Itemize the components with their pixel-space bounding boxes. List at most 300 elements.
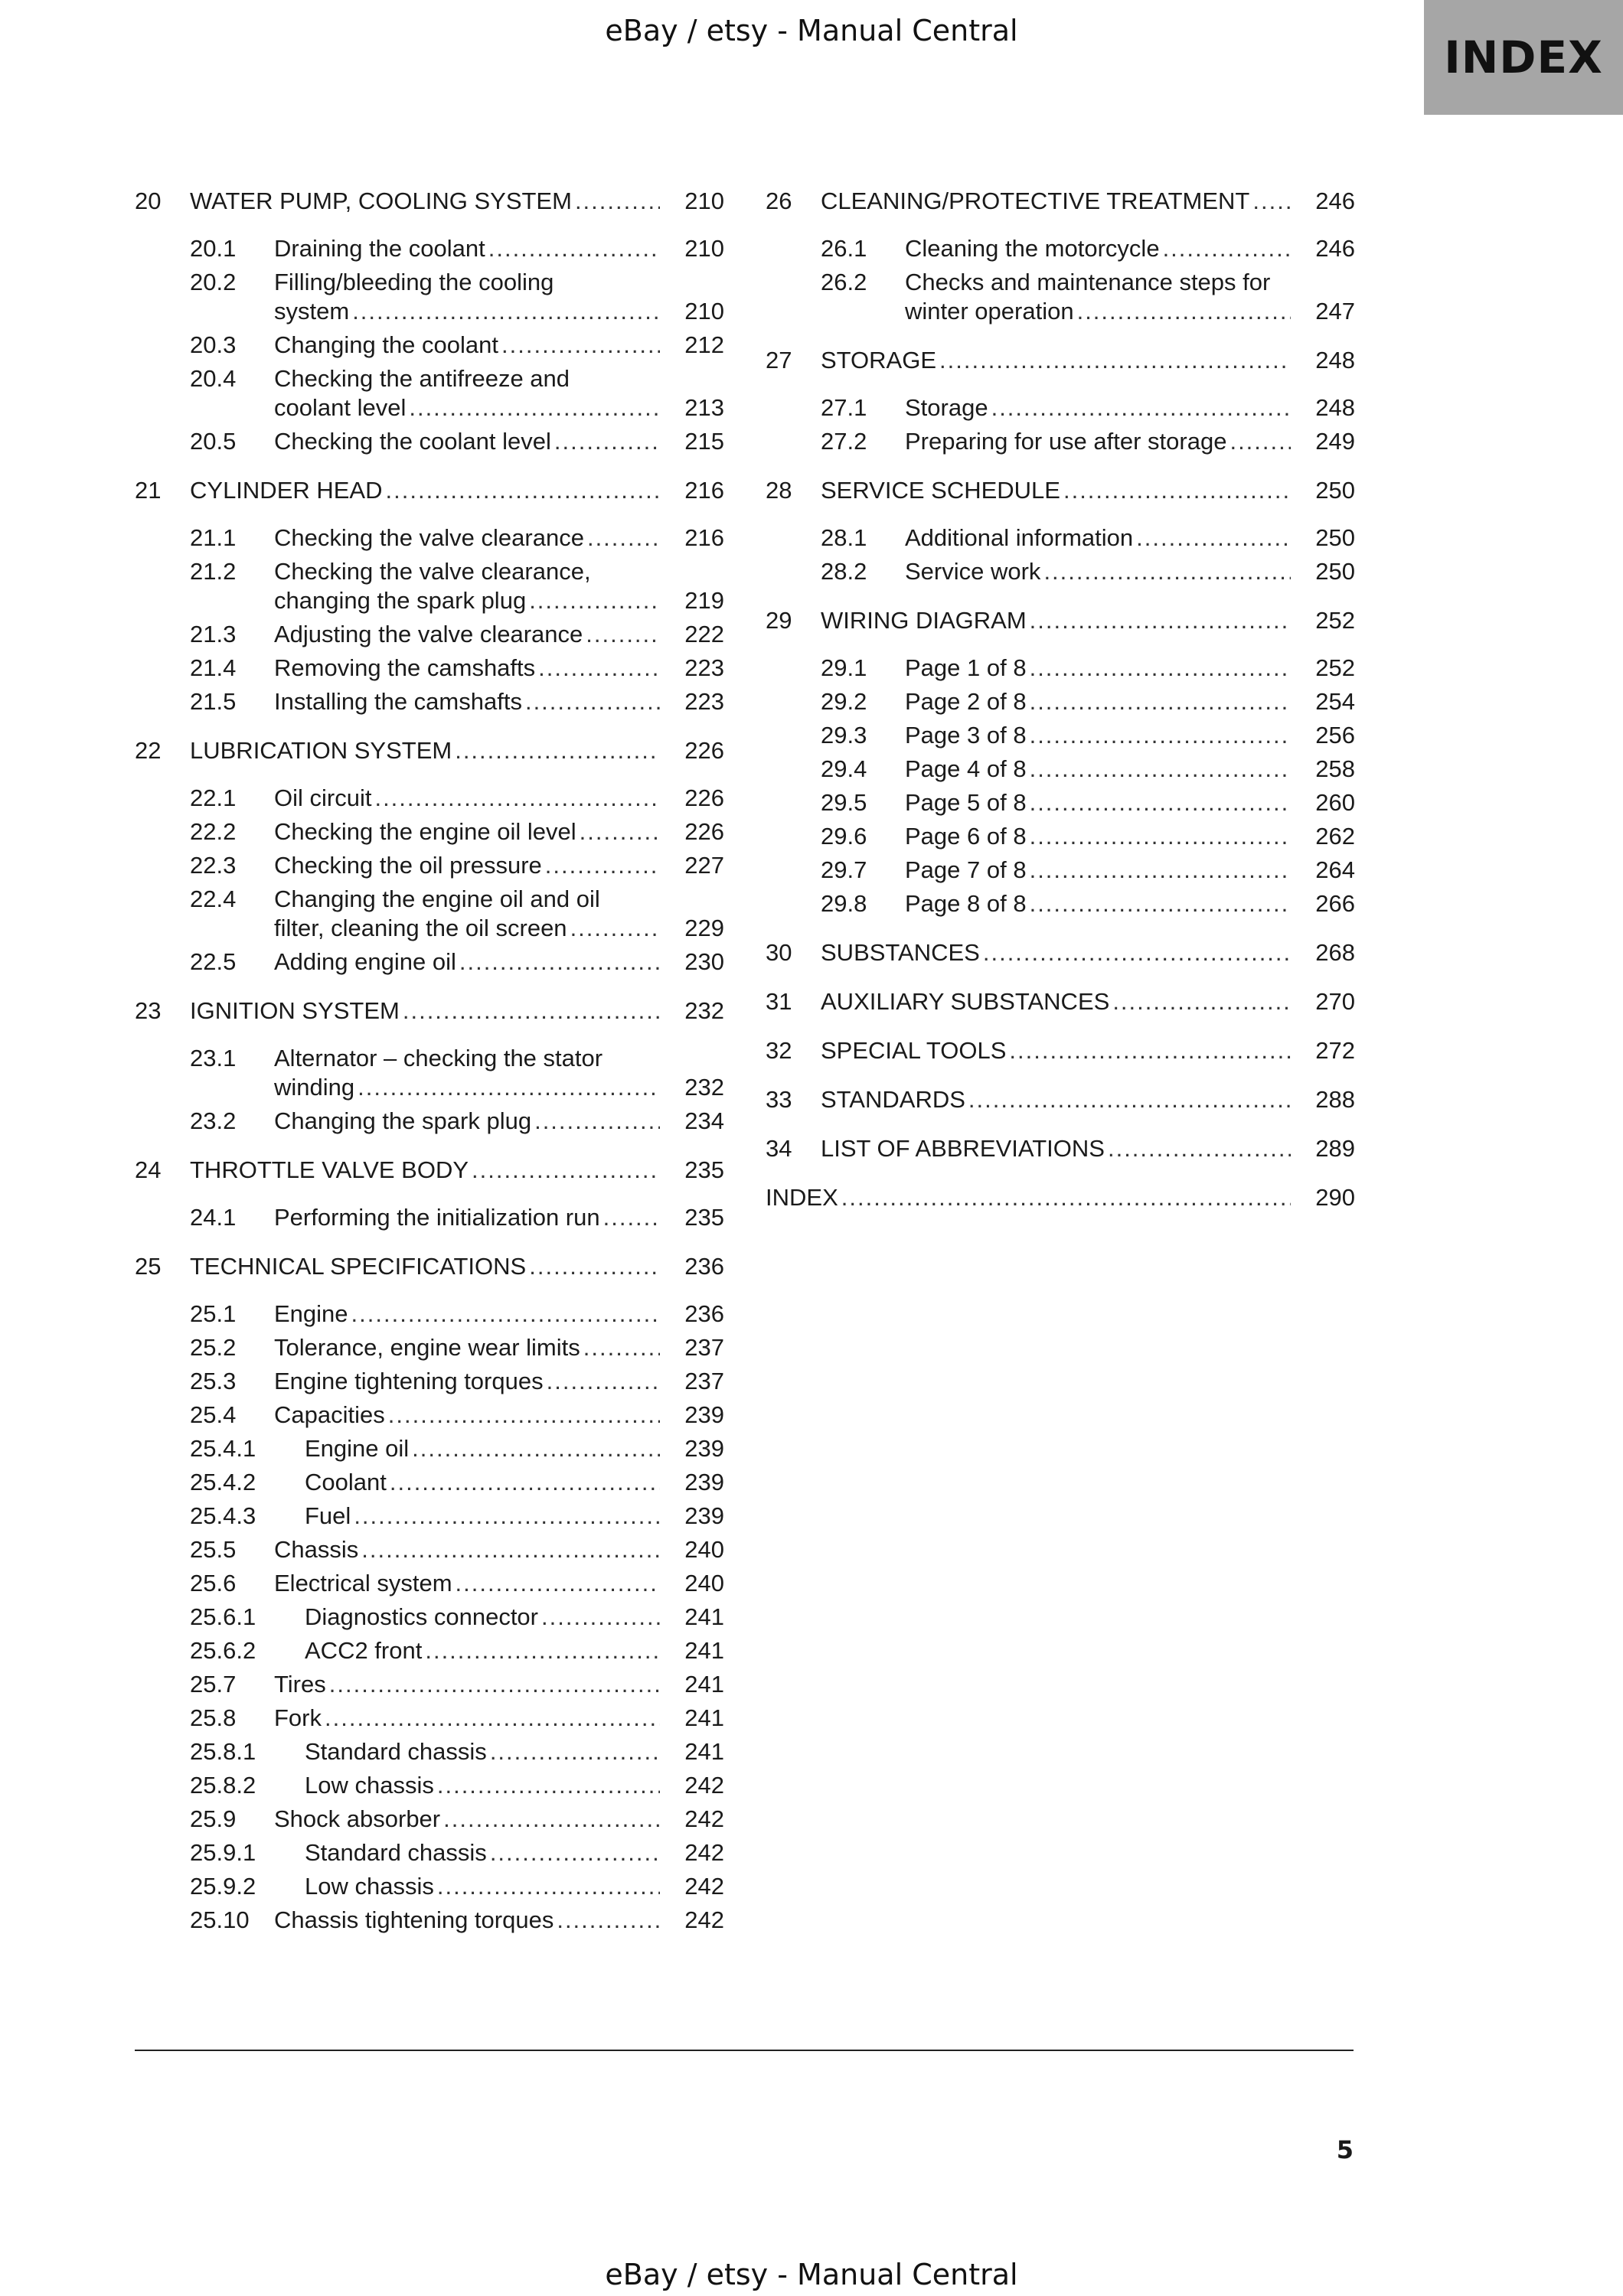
toc-entry-title: winding [274,1074,355,1101]
toc-entry[interactable] [135,654,724,683]
toc-entry[interactable] [766,788,1355,817]
dot-leader [456,1569,660,1598]
dot-leader [525,687,660,716]
toc-entry-page: 242 [684,1772,724,1799]
dot-leader [583,1333,660,1362]
dot-leader [1108,1134,1291,1163]
toc-entry-title: Chassis tightening torques [274,1906,554,1933]
toc-entry-page: 248 [1315,347,1355,373]
toc-entry-number: 27.2 [821,428,867,455]
toc-entry[interactable] [766,346,1355,375]
toc-entry-title: Fork [274,1704,322,1731]
toc-entry-page: 216 [684,477,724,504]
dot-leader [351,1300,660,1329]
toc-entry-number: 28.2 [821,558,867,585]
toc-entry-number: 25.10 [190,1906,250,1933]
toc-entry-title: Page 4 of 8 [905,755,1027,782]
toc-entry[interactable] [766,938,1355,967]
dot-leader [545,851,660,880]
toc-entry-title: Service work [905,558,1041,585]
toc-entry-title: Low chassis [305,1873,434,1900]
toc-entry[interactable] [135,1203,724,1232]
toc-entry-number: 25.5 [190,1536,237,1563]
toc-entry-number: 24 [135,1156,162,1183]
toc-entry[interactable] [135,1468,724,1497]
toc-entry-title: Changing the spark plug [274,1107,532,1134]
toc-entry-page: 242 [684,1805,724,1832]
toc-entry[interactable] [135,1401,724,1430]
toc-entry[interactable] [135,1636,724,1665]
dot-leader [1030,788,1291,817]
toc-entry[interactable] [135,1434,724,1463]
toc-entry-title: Adding engine oil [274,948,456,975]
dot-leader [1030,687,1291,716]
dot-leader [388,1401,660,1430]
toc-entry[interactable] [135,736,724,765]
toc-entry-title: Storage [905,394,988,421]
toc-entry-number: 30 [766,939,792,966]
toc-entry-number: 28.1 [821,524,867,551]
toc-entry-title: Draining the coolant [274,235,485,262]
dot-leader [529,1252,660,1281]
dot-leader [403,996,660,1026]
toc-entry[interactable] [766,606,1355,635]
dot-leader [409,393,660,422]
toc-entry[interactable] [135,1044,724,1102]
toc-entry-title: Performing the initialization run [274,1204,600,1231]
toc-entry-number: 25.8.1 [190,1738,256,1765]
toc-entry-page: 256 [1315,722,1355,748]
toc-entry[interactable] [766,393,1355,422]
dot-leader [534,1107,660,1136]
dot-leader [939,346,1291,375]
toc-entry-page: 242 [684,1839,724,1866]
toc-entry-page: 258 [1315,755,1355,782]
toc-entry[interactable] [766,476,1355,505]
toc-entry-title: Adjusting the valve clearance [274,621,583,647]
toc-entry-page: 226 [684,737,724,764]
toc-entry-page: 268 [1315,939,1355,966]
toc-entry[interactable] [135,817,724,846]
toc-entry-number: 21.5 [190,688,237,715]
dot-leader [541,1603,660,1632]
toc-entry-title: Checking the antifreeze and [274,365,570,392]
dot-leader [325,1704,660,1733]
dot-leader [354,1502,660,1531]
toc-entry-title: Page 3 of 8 [905,722,1027,748]
toc-entry-title: Chassis [274,1536,359,1563]
toc-entry-number: 31 [766,988,792,1015]
toc-entry-page: 264 [1315,856,1355,883]
dot-leader [490,1737,660,1766]
toc-entry-title: Additional information [905,524,1134,551]
toc-entry[interactable] [766,721,1355,750]
toc-entry-page: 241 [684,1738,724,1765]
toc-entry-title: Standard chassis [305,1738,487,1765]
toc-entry[interactable] [135,784,724,813]
dot-leader [1030,822,1291,851]
toc-entry-page: 239 [684,1502,724,1529]
toc-entry[interactable] [766,523,1355,553]
toc-entry-title: CLEANING/PROTECTIVE TREATMENT [821,188,1250,214]
toc-entry-page: 241 [684,1637,724,1664]
toc-entry-number: 29.6 [821,823,867,850]
toc-entry-page: 237 [684,1334,724,1361]
toc-entry[interactable] [135,1535,724,1564]
toc-entry[interactable] [135,1367,724,1396]
toc-entry[interactable] [135,996,724,1026]
toc-entry[interactable] [766,1134,1355,1163]
toc-entry[interactable] [135,1771,724,1800]
toc-entry-number: 20.3 [190,331,237,358]
toc-entry-number: 22.1 [190,784,237,811]
toc-entry-page: 212 [684,331,724,358]
toc-entry-title: Preparing for use after storage [905,428,1227,455]
toc-entry-number: 29.4 [821,755,867,782]
toc-entry-page: 213 [684,394,724,421]
toc-entry[interactable] [135,476,724,505]
toc-entry-number: 27 [766,347,792,373]
toc-entry-page: 240 [684,1536,724,1563]
toc-entry-number: 23 [135,997,162,1024]
toc-entry-number: 26.2 [821,269,867,295]
toc-entry-page: 252 [1315,654,1355,681]
toc-entry-number: 23.1 [190,1045,237,1071]
toc-entry-page: 246 [1315,235,1355,262]
toc-entry[interactable] [766,268,1355,326]
toc-entry-page: 210 [684,298,724,325]
toc-entry-page: 242 [684,1873,724,1900]
toc-entry-number: 25.9.2 [190,1873,256,1900]
toc-entry-title: CYLINDER HEAD [190,477,383,504]
toc-entry[interactable] [135,1670,724,1699]
toc-entry-title: Checking the coolant level [274,428,551,455]
footer-divider [135,2050,1354,2051]
toc-entry-title: Checking the engine oil level [274,818,576,845]
toc-entry-number: 21 [135,477,162,504]
toc-entry-title: LUBRICATION SYSTEM [190,737,452,764]
dot-leader [1009,1036,1291,1065]
toc-entry[interactable] [135,1252,724,1281]
toc-entry-title: Page 1 of 8 [905,654,1027,681]
toc-entry-title: Coolant [305,1469,387,1495]
toc-entry[interactable] [135,523,724,553]
toc-entry[interactable] [766,1183,1355,1212]
toc-entry[interactable] [766,755,1355,784]
toc-entry[interactable] [135,268,724,326]
toc-entry-number: 25.2 [190,1334,237,1361]
dot-leader [538,654,660,683]
toc-column-right [766,187,1355,1212]
toc-entry[interactable] [135,187,724,216]
toc-entry-title: AUXILIARY SUBSTANCES [821,988,1110,1015]
dot-leader [1112,987,1291,1016]
dot-leader [459,947,660,977]
toc-entry-number: 29.7 [821,856,867,883]
toc-entry-page: 210 [684,235,724,262]
dot-leader [455,736,660,765]
toc-entry-page: 226 [684,818,724,845]
toc-entry[interactable] [766,856,1355,885]
toc-entry-page: 219 [684,587,724,614]
toc-entry[interactable] [766,889,1355,918]
dot-leader [488,234,660,263]
toc-entry-number: 21.3 [190,621,237,647]
toc-entry[interactable] [135,1156,724,1185]
toc-entry[interactable] [135,1872,724,1901]
toc-entry[interactable] [766,987,1355,1016]
toc-entry-title: Checking the valve clearance [274,524,584,551]
toc-entry[interactable] [135,1569,724,1598]
toc-entry-page: 226 [684,784,724,811]
toc-entry[interactable] [135,947,724,977]
toc-entry[interactable] [766,234,1355,263]
toc-entry-page: 232 [684,1074,724,1101]
toc-entry-title: Tolerance, engine wear limits [274,1334,580,1361]
dot-leader [352,297,660,326]
toc-entry-number: 29 [766,607,792,634]
dot-leader [1030,654,1291,683]
toc-entry-page: 222 [684,621,724,647]
toc-entry[interactable] [135,1502,724,1531]
toc-entry-number: 29.5 [821,789,867,816]
toc-entry-title: INDEX [766,1184,838,1211]
toc-entry[interactable] [135,885,724,943]
dot-leader [425,1636,660,1665]
toc-entry-number: 29.2 [821,688,867,715]
toc-entry-page: 234 [684,1107,724,1134]
dot-leader [1030,889,1291,918]
toc-entry-page: 241 [684,1603,724,1630]
dot-leader [437,1771,660,1800]
toc-entry-number: 32 [766,1037,792,1064]
toc-entry-number: 25.8 [190,1704,237,1731]
page-number: 5 [1336,2135,1354,2164]
dot-leader [1030,721,1291,750]
dot-leader [501,331,660,360]
toc-entry-title: Fuel [305,1502,351,1529]
toc-entry-number: 25.6 [190,1570,237,1596]
dot-leader [1136,523,1291,553]
toc-entry-page: 216 [684,524,724,551]
toc-entry-number: 25.9.1 [190,1839,256,1866]
toc-entry-title: Oil circuit [274,784,372,811]
toc-entry-page: 235 [684,1156,724,1183]
dot-leader [437,1872,660,1901]
dot-leader [1063,476,1291,505]
dot-leader [1030,856,1291,885]
toc-entry-title: Changing the engine oil and oil [274,885,600,912]
toc-entry-page: 235 [684,1204,724,1231]
toc-entry-page: 241 [684,1671,724,1698]
toc-entry-page: 236 [684,1300,724,1327]
toc-entry[interactable] [135,364,724,422]
toc-entry-number: 20 [135,188,162,214]
toc-entry-number: 22.2 [190,818,237,845]
toc-entry-number: 22.4 [190,885,237,912]
toc-entry-number: 22.3 [190,852,237,879]
toc-entry-title: Alternator – checking the stator [274,1045,603,1071]
toc-entry-page: 241 [684,1704,724,1731]
toc-entry-page: 210 [684,188,724,214]
toc-entry[interactable] [135,1906,724,1935]
toc-entry-number: 24.1 [190,1204,237,1231]
toc-entry-title: Checking the oil pressure [274,852,542,879]
footer-watermark: eBay / etsy - Manual Central [605,2258,1018,2291]
toc-entry-page: 254 [1315,688,1355,715]
toc-entry[interactable] [766,1085,1355,1114]
dot-leader [1030,755,1291,784]
toc-entry-number: 25.8.2 [190,1772,256,1799]
toc-entry-title: WIRING DIAGRAM [821,607,1027,634]
toc-entry-title: THROTTLE VALVE BODY [190,1156,469,1183]
toc-entry-title: ACC2 front [305,1637,423,1664]
dot-leader [841,1183,1291,1212]
toc-entry-page: 272 [1315,1037,1355,1064]
toc-entry-title: SPECIAL TOOLS [821,1037,1007,1064]
toc-entry-page: 227 [684,852,724,879]
toc-entry-page: 248 [1315,394,1355,421]
toc-entry-page: 246 [1315,188,1355,214]
dot-leader [968,1085,1291,1114]
toc-entry-page: 240 [684,1570,724,1596]
toc-entry-number: 20.1 [190,235,237,262]
toc-entry-title: coolant level [274,394,407,421]
toc-entry[interactable] [135,427,724,456]
dot-leader [991,393,1291,422]
toc-entry-title: winter operation [905,298,1074,325]
toc-entry-number: 20.4 [190,365,237,392]
toc-entry-number: 26 [766,188,792,214]
toc-entry-number: 25.3 [190,1368,237,1394]
toc-entry-title: Installing the camshafts [274,688,522,715]
toc-entry-number: 25.6.1 [190,1603,256,1630]
toc-entry[interactable] [135,1333,724,1362]
toc-entry-title: filter, cleaning the oil screen [274,915,567,941]
toc-entry-title: Page 7 of 8 [905,856,1027,883]
toc-entry[interactable] [135,234,724,263]
toc-entry-title: LIST OF ABBREVIATIONS [821,1135,1105,1162]
dot-leader [1043,557,1291,586]
toc-entry-title: system [274,298,350,325]
toc-entry-title: IGNITION SYSTEM [190,997,400,1024]
dot-leader [529,586,660,615]
toc-entry-title: Page 2 of 8 [905,688,1027,715]
toc-entry-title: STANDARDS [821,1086,965,1113]
dot-leader [358,1073,660,1102]
dot-leader [1252,187,1291,216]
toc-entry[interactable] [766,187,1355,216]
toc-entry-title: Filling/bleeding the cooling [274,269,554,295]
toc-entry[interactable] [135,1704,724,1733]
toc-entry-number: 29.1 [821,654,867,681]
toc-entry-number: 29.3 [821,722,867,748]
toc-entry-title: STORAGE [821,347,937,373]
toc-entry[interactable] [135,1838,724,1867]
toc-entry-title: Page 5 of 8 [905,789,1027,816]
toc-entry-page: 250 [1315,524,1355,551]
toc-entry[interactable] [135,557,724,615]
dot-leader [386,476,661,505]
toc-entry-number: 20.5 [190,428,237,455]
toc-entry-page: 242 [684,1906,724,1933]
dot-leader [575,187,660,216]
toc-entry-page: 239 [684,1435,724,1462]
toc-entry-title: Engine [274,1300,348,1327]
toc-entry-page: 266 [1315,890,1355,917]
toc-entry-number: 25.9 [190,1805,237,1832]
toc-column-left [135,187,724,1935]
toc-entry-title: Cleaning the motorcycle [905,235,1160,262]
toc-entry[interactable] [135,851,724,880]
toc-entry[interactable] [766,427,1355,456]
toc-entry-page: 250 [1315,558,1355,585]
toc-entry-title: Diagnostics connector [305,1603,538,1630]
toc-entry[interactable] [766,654,1355,683]
dot-leader [587,523,660,553]
toc-entry-title: changing the spark plug [274,587,527,614]
toc-entry[interactable] [135,687,724,716]
toc-entry-number: 22.5 [190,948,237,975]
dot-leader [443,1805,660,1834]
toc-entry[interactable] [135,1107,724,1136]
toc-entry-title: Engine tightening torques [274,1368,544,1394]
toc-entry-number: 25.7 [190,1671,237,1698]
toc-entry[interactable] [135,331,724,360]
toc-entry-title: Engine oil [305,1435,410,1462]
dot-leader [472,1156,660,1185]
toc-entry-page: 247 [1315,298,1355,325]
toc-entry-page: 270 [1315,988,1355,1015]
toc-entry-number: 25.4.3 [190,1502,256,1529]
toc-entry-title: Electrical system [274,1570,452,1596]
toc-entry[interactable] [135,1603,724,1632]
toc-entry-number: 29.8 [821,890,867,917]
dot-leader [1030,606,1291,635]
toc-entry[interactable] [135,1805,724,1834]
toc-entry-page: 215 [684,428,724,455]
toc-entry[interactable] [766,1036,1355,1065]
toc-entry-number: 25.4.1 [190,1435,256,1462]
dot-leader [554,427,660,456]
toc-entry-page: 289 [1315,1135,1355,1162]
dot-leader [603,1203,660,1232]
toc-entry-page: 290 [1315,1184,1355,1211]
toc-entry[interactable] [766,687,1355,716]
toc-entry[interactable] [766,557,1355,586]
toc-entry-number: 25.4.2 [190,1469,256,1495]
toc-entry-page: 236 [684,1253,724,1280]
toc-entry-page: 249 [1315,428,1355,455]
toc-entry[interactable] [135,1737,724,1766]
header-watermark: eBay / etsy - Manual Central [605,14,1018,47]
toc-entry-page: 229 [684,915,724,941]
toc-entry[interactable] [135,1300,724,1329]
toc-entry-page: 230 [684,948,724,975]
toc-entry-page: 232 [684,997,724,1024]
toc-entry[interactable] [135,620,724,649]
dot-leader [490,1838,660,1867]
toc-entry-number: 25.6.2 [190,1637,256,1664]
toc-entry[interactable] [766,822,1355,851]
toc-entry-title: Low chassis [305,1772,434,1799]
toc-entry-page: 260 [1315,789,1355,816]
toc-entry-title: Standard chassis [305,1839,487,1866]
toc-entry-title: Changing the coolant [274,331,499,358]
toc-entry-page: 223 [684,654,724,681]
toc-entry-title: Checks and maintenance steps for [905,269,1271,295]
toc-entry-title: Capacities [274,1401,385,1428]
